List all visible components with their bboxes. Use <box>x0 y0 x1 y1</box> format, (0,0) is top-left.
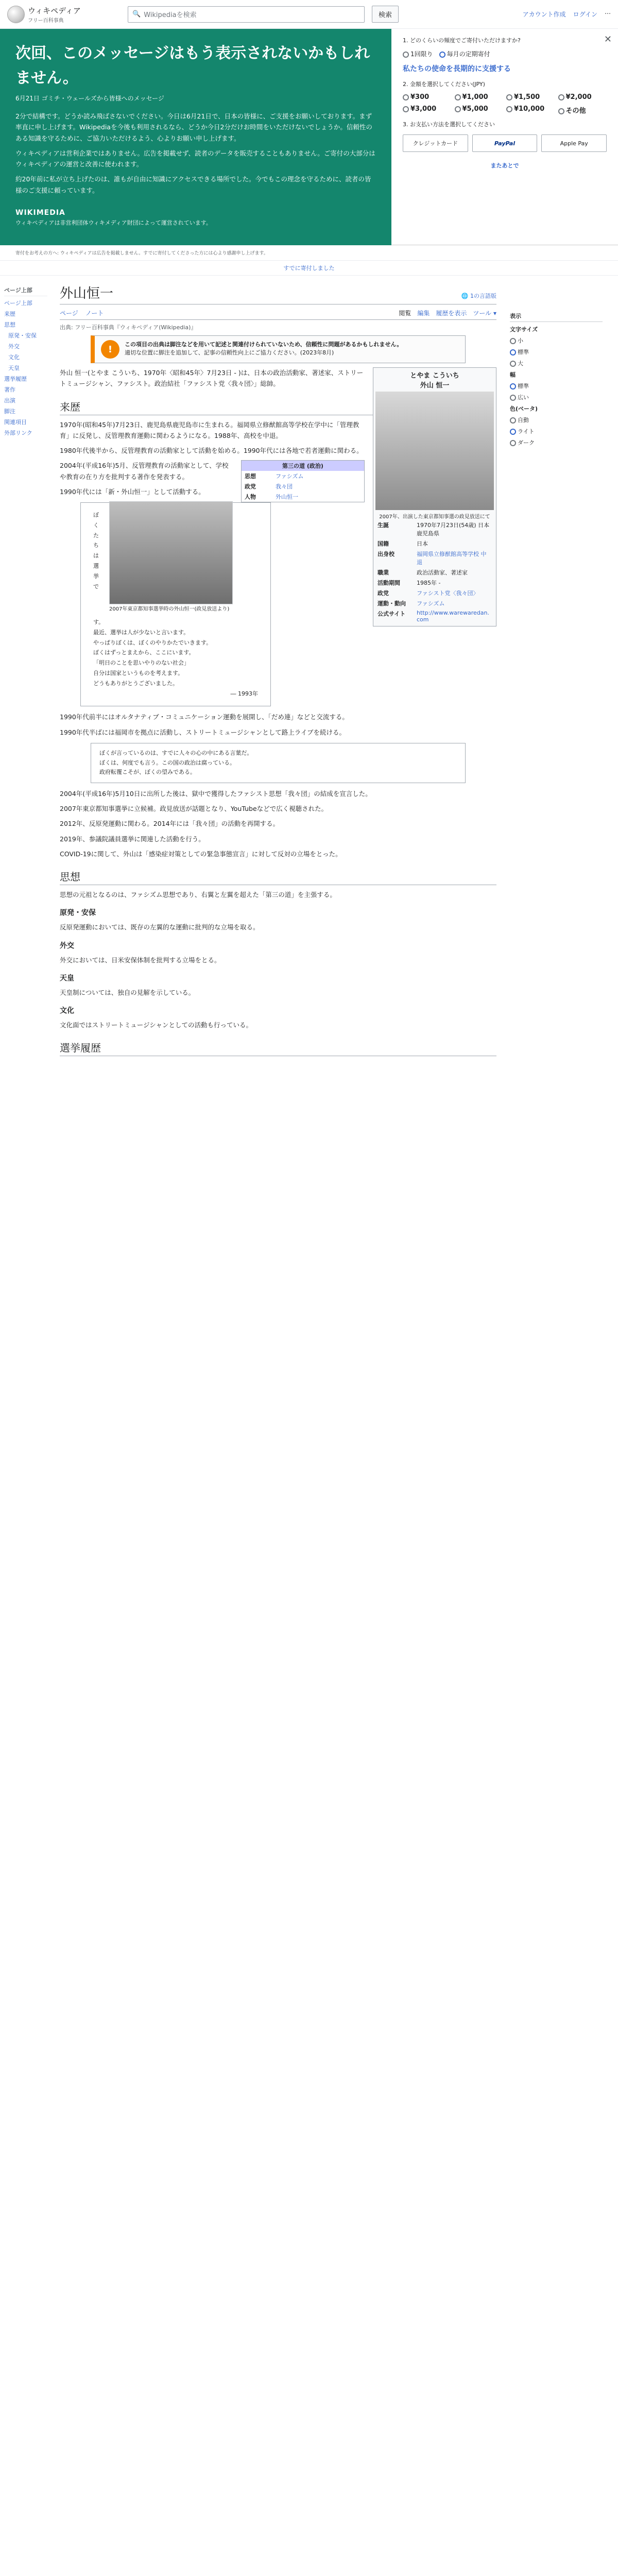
amount-option[interactable]: ¥10,000 <box>506 105 555 115</box>
tab-tools[interactable]: ツール ▾ <box>473 310 496 317</box>
site-name: ウィキペディア <box>28 6 81 15</box>
toc-item[interactable]: ページ上部 <box>4 300 32 307</box>
toc-item[interactable]: 関連項目 <box>4 419 27 426</box>
header-links <box>523 10 611 19</box>
ideology-navbox <box>241 460 365 502</box>
banner-footnote: 寄付をお考えの方へ: ウィキペディアは広告を掲載しません。すでに寄付してくださった方には心より感謝申し上げます。 <box>0 245 618 261</box>
banner-body-1: 2分で結構です。どうか読み飛ばさないでください。今日は6月21日で、日本の皆様に、ご支援をお願いしております。まず率直に申し上げます。Wikipediaを今後も利用されるなら、どうか今日2分だけお時間をいただけないでしょうか。信頼性のある知識を守るために、ご協力いただけるよう、心よりお願い申し上げます。 <box>15 112 372 142</box>
section-election: 選挙履歴 <box>60 1040 496 1056</box>
section-history: 来歴 <box>60 399 496 415</box>
toc-item[interactable]: 出演 <box>4 397 15 404</box>
amount-option[interactable]: その他 <box>558 105 607 115</box>
portrait-image[interactable] <box>375 392 494 510</box>
amount-option[interactable]: ¥3,000 <box>403 105 452 115</box>
quote-box: ぼくたちは選挙です。 最近、選挙は人が少ないと言います。 やっぱりぼくは、ぼくのやりかたでいきます。 ぼくはずっとまえから、ここにいます。 「明日のことを思いやりのない社会」 自分は国家というものを考えます。 どうもありがとうございました。 ― 1993年 <box>80 502 271 706</box>
portrait-caption: 2007年、出演した東京都知事選の政見放送にて <box>379 514 490 520</box>
radio-icon <box>403 52 409 58</box>
page-layout <box>0 276 618 1059</box>
article-source-note: 出典: フリー百科事典『ウィキペディア(Wikipedia)』 <box>60 324 197 331</box>
infobox-row: 国籍 日本 <box>377 540 428 547</box>
section-nuke: 原発・安保 <box>60 909 96 918</box>
search-button[interactable]: 検索 <box>372 6 399 23</box>
color-auto[interactable]: 自動 <box>510 416 603 424</box>
appearance-panel <box>505 276 608 1059</box>
history-para: 1980年代後半から、反管理教育の活動家として活動を始める。1990年代には各地で若者運動に関わる。 <box>60 447 363 454</box>
election-photo-caption: 2007年東京都知事選挙時の外山恒一(政見放送より) <box>109 606 230 612</box>
toc-item[interactable]: 脚注 <box>4 408 15 415</box>
site-logo[interactable] <box>7 5 121 24</box>
tab-edit[interactable]: 編集 <box>417 310 430 317</box>
infobox-name: 外山 恒一 <box>420 382 450 389</box>
amount-options <box>403 93 607 115</box>
section-foreign: 外交 <box>60 941 74 950</box>
close-icon[interactable]: ✕ <box>604 34 612 45</box>
login-link[interactable]: ログイン <box>573 11 597 18</box>
amount-option[interactable]: ¥5,000 <box>455 105 504 115</box>
site-header <box>0 0 618 29</box>
text-size-label: 文字サイズ <box>510 326 538 333</box>
navbox-row: 思想 ファシズム <box>245 473 304 480</box>
toc-item[interactable]: 外交 <box>8 343 20 350</box>
history-para: 2004年(平成16年)5月、反管理教育の活動家として、学校や教育の在り方を批判する著作を発表する。 <box>60 462 229 481</box>
culture-para: 文化面ではストリートミュージシャンとしての活動も行っている。 <box>60 1021 252 1029</box>
notice-body: 適切な位置に脚注を追加して、記事の信頼性向上にご協力ください。(2023年8月) <box>125 349 334 356</box>
site-sub: フリー百科事典 <box>28 18 64 24</box>
toc-item[interactable]: 原発・安保 <box>8 332 37 339</box>
payment-question: 3. お支払い方法を選択してください <box>403 121 495 128</box>
late-para: 2012年、反原発運動に関わる。2014年には「我々団」の活動を再開する。 <box>60 820 280 828</box>
infobox-row: 公式サイト http://www.warewaredan.com <box>377 609 489 623</box>
toc-heading: ページ上部 <box>4 286 47 296</box>
middle-para: 1990年代半ばには福岡市を拠点に活動し、ストリートミュージシャンとして路上ライブを続ける。 <box>60 728 346 736</box>
navbox-row: 人物 外山恒一 <box>245 494 298 501</box>
color-light[interactable]: ライト <box>510 427 603 435</box>
search-input[interactable] <box>128 6 365 23</box>
width-label: 幅 <box>510 371 516 378</box>
toc-item[interactable]: 選挙履歴 <box>4 376 27 382</box>
warning-icon: ! <box>101 340 119 359</box>
history-para: 1990年代には「新・外山恒一」として活動する。 <box>60 487 205 496</box>
thought-para: 思想の元祖となるのは、ファシズム思想であり、右翼と左翼を超えた「第三の道」を主張する。 <box>60 891 336 899</box>
late-para: COVID-19に関して、外山は「感染症対策としての緊急事態宣言」に対して反対の立場をとった。 <box>60 850 342 858</box>
section-culture: 文化 <box>60 1007 74 1015</box>
emperor-para: 天皇制については、独自の見解を示している。 <box>60 988 195 996</box>
late-para: 2019年、参議院議員選挙に関連した活動を行う。 <box>60 835 205 843</box>
text-size-small[interactable]: 小 <box>510 336 603 345</box>
infobox-row: 活動期間 1985年 - <box>377 580 441 586</box>
search-placeholder: Wikipediaを検索 <box>144 11 197 19</box>
toc-item[interactable]: 来歴 <box>4 311 15 317</box>
search-icon: 🔍 <box>132 10 141 18</box>
notice-title: この項目の出典は脚注などを用いて記述と関連付けられていないため、信頼性に問題があるかもしれません。 <box>125 341 403 348</box>
freq-monthly[interactable]: 毎月の定期寄付 <box>439 49 490 58</box>
citation-notice <box>91 335 466 363</box>
apple-pay-button[interactable]: Apple Pay <box>541 134 607 152</box>
freq-once[interactable]: 1回限り <box>403 49 433 58</box>
toc-item[interactable]: 著作 <box>4 386 15 393</box>
nuke-para: 反原発運動においては、既存の左翼的な運動に批判的な立場を取る。 <box>60 923 260 931</box>
banner-body-2: ウィキペディアは営利企業ではありません。広告を掲載せず、読者のデータを販売することもありません。ご寄付の大部分はウィキペディアの運営と改善に使われます。 <box>15 149 375 168</box>
statement-box: ぼくが言っているのは、すでに人々の心の中にある言葉だ。 ぼくは、何度でも言う。この国の政治は腐っている。 政府転覆こそが、ぼくの望みである。 <box>91 743 466 783</box>
radio-icon <box>439 52 445 58</box>
article-content <box>52 276 505 1059</box>
toc-item[interactable]: 外部リンク <box>4 430 32 436</box>
quote-date: ― 1993年 <box>230 690 258 697</box>
wikipedia-globe-icon <box>7 6 25 23</box>
credit-card-button[interactable]: クレジットカード <box>403 134 468 152</box>
lead-paragraph: 外山 恒一(とやま こういち、1970年〈昭和45年〉7月23日 - )は、日本の政治活動家、著述家、ストリートミュージシャン、ファシスト。政治結社「ファシスト党〈我々団〉」総帥。 <box>60 369 364 388</box>
tab-talk[interactable]: ノート <box>85 310 104 317</box>
amount-option[interactable]: ¥2,000 <box>558 93 607 101</box>
text-size-standard[interactable]: 標準 <box>510 348 603 356</box>
election-photo <box>109 501 233 612</box>
infobox-row: 出身校 福岡県立修猷館高等学校 中退 <box>377 551 487 566</box>
section-thought: 思想 <box>60 869 496 885</box>
infobox <box>373 367 496 626</box>
text-size-large[interactable]: 大 <box>510 359 603 367</box>
wmf-note: ウィキペディアは非営利団体ウィキメディア財団によって運営されています。 <box>15 219 212 227</box>
frequency-options <box>403 49 607 58</box>
article-title: 外山恒一 <box>60 286 114 301</box>
maybe-later-link[interactable]: またあとで <box>490 162 519 169</box>
banner-headline: 次回、このメッセージはもう表示されないかもしれません。 <box>15 44 370 87</box>
toc-item[interactable]: 天皇 <box>8 365 20 371</box>
amount-question: 2. 金額を選択してください(JPY) <box>403 81 485 88</box>
monthly-note: 私たちの使命を長期的に支援する <box>403 65 511 73</box>
amount-option[interactable]: ¥300 <box>403 93 452 101</box>
infobox-row: 運動・動向 ファシズム <box>377 600 445 607</box>
already-donated-link[interactable]: すでに寄付しました <box>0 261 618 276</box>
infobox-reading: とやま こういち <box>410 372 459 380</box>
late-para: 2004年(平成16年)5月10日に出所した後は、獄中で獲得したファシスト思想「我々団」の結成を宣言した。 <box>60 789 372 798</box>
late-para: 2007年東京都知事選挙に立候補。政見放送が話題となり、YouTubeなどで広く視聴された。 <box>60 805 328 813</box>
navbox-title: 第三の道 (政治) <box>242 461 364 471</box>
navbox-row: 政党 我々団 <box>245 483 293 490</box>
tab-page[interactable]: ページ <box>60 310 78 317</box>
foreign-para: 外交においては、日米安保体制を批判する立場をとる。 <box>60 956 221 964</box>
amount-option[interactable]: ¥1,000 <box>455 93 504 101</box>
color-label: 色(ベータ) <box>510 405 538 412</box>
tab-history[interactable]: 履歴を表示 <box>436 310 467 317</box>
width-standard[interactable]: 標準 <box>510 382 603 390</box>
tab-read[interactable]: 閲覧 <box>399 310 411 317</box>
middle-para: 1990年代前半にはオルタナティブ・コミュニケーション運動を展開し、「だめ連」などと交流する。 <box>60 713 349 721</box>
more-menu-icon[interactable]: ⋯ <box>605 10 611 17</box>
banner-message <box>0 29 391 245</box>
width-wide[interactable]: 広い <box>510 393 603 401</box>
election-image[interactable] <box>109 501 233 604</box>
history-para: 1970年(昭和45年)7月23日、鹿児島県鹿児島市に生まれる。福岡県立修猷館高等学校在学中に「管理教育」に反発し、反管理教育運動に関わるようになる。1988年、高校を中退。 <box>60 420 359 439</box>
banner-body-3: 約20年前に私が立ち上げたのは、誰もが自由に知識にアクセスできる場所でした。今でもこの理念を守るために、読者の皆様のご支援に頼っています。 <box>15 175 371 194</box>
infobox-row: 生誕 1970年7月23日(54歳) 日本 鹿児島県 <box>377 522 490 537</box>
payment-options <box>403 134 607 152</box>
infobox-row: 政党 ファシスト党〈我々団〉 <box>377 590 479 597</box>
create-account-link[interactable]: アカウント作成 <box>522 11 566 18</box>
toc-item[interactable]: 文化 <box>8 354 20 361</box>
appearance-heading: 表示 <box>510 312 603 322</box>
section-emperor: 天皇 <box>60 974 74 982</box>
wikimedia-logo: WIKIMEDIA <box>15 208 65 217</box>
donation-banner <box>0 29 618 245</box>
table-of-contents <box>0 276 52 1059</box>
language-button[interactable]: 🌐 1の言語版 <box>461 293 496 299</box>
amount-option[interactable]: ¥1,500 <box>506 93 555 101</box>
banner-subline: 6月21日 ゴミチ・ウェールズから皆様へのメッセージ <box>15 95 164 102</box>
page-tabs <box>60 307 496 320</box>
paypal-button[interactable]: PayPal <box>472 134 538 152</box>
frequency-question: 1. どのくらいの頻度でご寄付いただけますか? <box>403 37 521 44</box>
color-dark[interactable]: ダーク <box>510 438 603 447</box>
page-title <box>60 283 496 304</box>
donation-form <box>391 29 618 245</box>
infobox-row: 職業 政治活動家、著述家 <box>377 569 468 576</box>
toc-item[interactable]: 思想 <box>4 321 15 328</box>
